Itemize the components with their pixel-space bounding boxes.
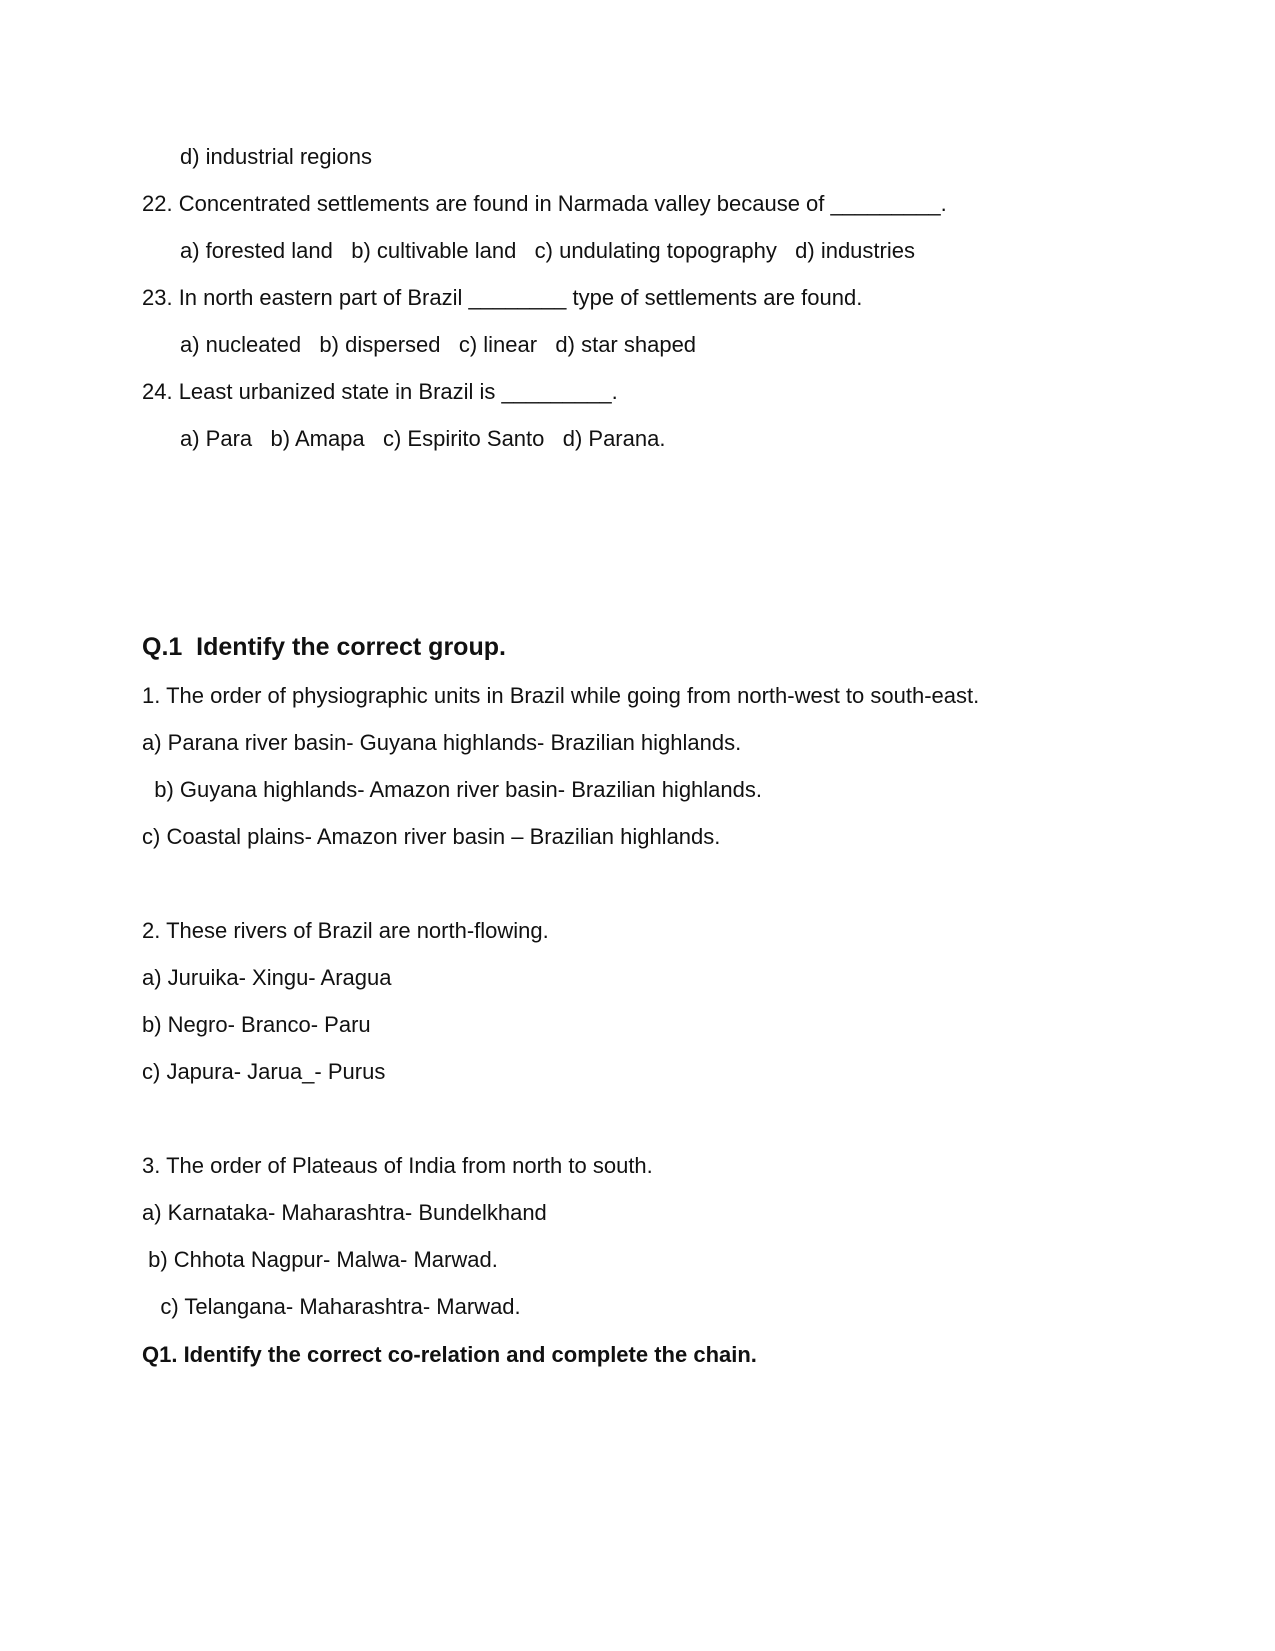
group-q2-question: 2. These rivers of Brazil are north-flowing.: [142, 918, 549, 943]
q23-question: 23. In north eastern part of Brazil ________ type of settlements are found.: [142, 285, 863, 310]
group-q3-option-a: a) Karnataka- Maharashtra- Bundelkhand: [142, 1200, 547, 1225]
q22-question: 22. Concentrated settlements are found in Narmada valley because of _________.: [142, 191, 947, 216]
q24-options: a) Para b) Amapa c) Espirito Santo d) Parana.: [180, 426, 666, 451]
q24-question: 24. Least urbanized state in Brazil is _________.: [142, 379, 618, 404]
group-q1-option-a: a) Parana river basin- Guyana highlands- Brazilian highlands.: [142, 730, 742, 755]
group-q1-option-b: b) Guyana highlands- Amazon river basin- Brazilian highlands.: [142, 777, 762, 802]
q23-options: a) nucleated b) dispersed c) linear d) star shaped: [180, 332, 697, 357]
group-q3-option-c: c) Telangana- Maharashtra- Marwad.: [142, 1294, 521, 1319]
section-heading-corelation: Q1. Identify the correct co-relation and complete the chain.: [142, 1342, 757, 1367]
group-q1-question: 1. The order of physiographic units in Brazil while going from north-west to south-east.: [142, 683, 980, 708]
section-heading-correct-group: Q.1 Identify the correct group.: [142, 633, 506, 661]
group-q2-option-a: a) Juruika- Xingu- Aragua: [142, 965, 392, 990]
group-q3-option-b: b) Chhota Nagpur- Malwa- Marwad.: [142, 1247, 498, 1272]
group-q3-question: 3. The order of Plateaus of India from north to south.: [142, 1153, 653, 1178]
group-q2-option-b: b) Negro- Branco- Paru: [142, 1012, 371, 1037]
q21-option-d: d) industrial regions: [180, 144, 372, 169]
group-q2-option-c: c) Japura- Jarua_- Purus: [142, 1059, 386, 1084]
group-q1-option-c: c) Coastal plains- Amazon river basin – Brazilian highlands.: [142, 824, 721, 849]
q22-options: a) forested land b) cultivable land c) undulating topography d) industries: [180, 238, 915, 263]
